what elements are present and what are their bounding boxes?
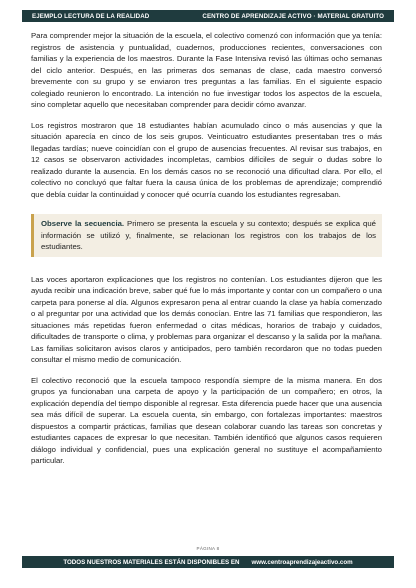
footer-link[interactable]: www.centroaprendizajeactivo.com bbox=[251, 558, 353, 566]
callout-lead: Observe la secuencia. bbox=[41, 219, 125, 228]
footer-bar bbox=[22, 556, 394, 568]
paragraph-3: Las voces aportaron explicaciones que los registros no contenían. Los estudiantes dijeron que les ayuda recibir una indicación breve, saber qué fue lo más importante y contar con un compañero o una carpeta para ponerse al día. Algunos expresaron pena al entrar cuando la clase ya había comenzado o al preguntar por una actividad que los demás conocían. Entre las 71 familias que respondieron, las situaciones más repetidas fueron enfermedad o citas médicas, horarios de trabajo y cuidados, dificultades de transporte o clima, y problemas para organizar el descanso y la salida por la mañana. Las familias solicitaron avisos claros y anticipados, pero también recordaron que no todas pueden consultar el mismo medio de comunicación. bbox=[31, 274, 382, 364]
paragraph-1: Para comprender mejor la situación de la escuela, el colectivo comenzó con información que ya tenía: registros de asistencia y puntualidad, cuadernos, producciones recientes, conversaciones con familias y la experiencia de los maestros. Durante la Fase Intensiva revisó las últimas ocho semanas del ciclo anterior. Después, en las primeras dos semanas de clase, cada maestro conversó brevemente con su grupo y se enviaron tres preguntas a las familias. En el siguiente espacio colegiado reunieron lo encontrado. La intención no fue investigar todos los aspectos de la escuela, sino completar aquello que necesitaban comprender para decidir cómo avanzar. bbox=[31, 31, 382, 109]
header-publisher: CENTRO DE APRENDIZAJE ACTIVO · MATERIAL GRATUITO bbox=[202, 12, 384, 20]
paragraph-2: Los registros mostraron que 18 estudiantes habían acumulado cinco o más ausencias y que la situación aparecía en cinco de los seis grupos. Veinticuatro estudiantes presentaban tres o más llegadas tardías; nueve coincidían con el grupo de ausencias frecuentes. Al revisar sus trabajos, en 12 casos se observaron actividades incompletas, cambios difíciles de seguir o dudas sobre lo realizado durante la ausencia. En los demás casos no se reconoció una dificultad clara. Por ello, el colectivo no concluyó que faltar fuera la causa única de los problemas de aprendizaje; comprendió que debía cuidar la continuidad y conocer qué ocurría cuando los estudiantes regresaban. bbox=[31, 120, 382, 199]
header-bar bbox=[22, 10, 394, 22]
document-body bbox=[31, 30, 382, 467]
callout-text: Primero se presenta la escuela y su contexto; después se explica qué información se utilizó y, finalmente, se relacionan los registros con los trabajos de los estudiantes. bbox=[41, 219, 376, 251]
header-title: EJEMPLO LECTURA DE LA REALIDAD bbox=[32, 12, 150, 20]
paragraph-4: El colectivo reconoció que la escuela tampoco respondía siempre de la misma manera. En dos grupos ya funcionaban una carpeta de apoyo y la participación de un compañero; en otros, la explicación dependía del tiempo disponible al regresar. Esta diferencia puede hacer que una ausencia sea más difícil de superar. La escuela cuenta, sin embargo, con fortalezas importantes: maestros dispuestos a compartir prácticas, familias que desean colaborar cuando las tareas son concretas y estudiantes capaces de expresar lo que necesitan. También identificó que algunos casos requieren diálogo individual y confidencial, pues una explicación general no sustituye el acompañamiento particular. bbox=[31, 375, 382, 465]
footer-text: TODOS NUESTROS MATERIALES ESTÁN DISPONIBLES EN bbox=[63, 558, 240, 566]
callout-note bbox=[31, 214, 382, 257]
page-number: PÁGINA 8 bbox=[196, 546, 220, 551]
